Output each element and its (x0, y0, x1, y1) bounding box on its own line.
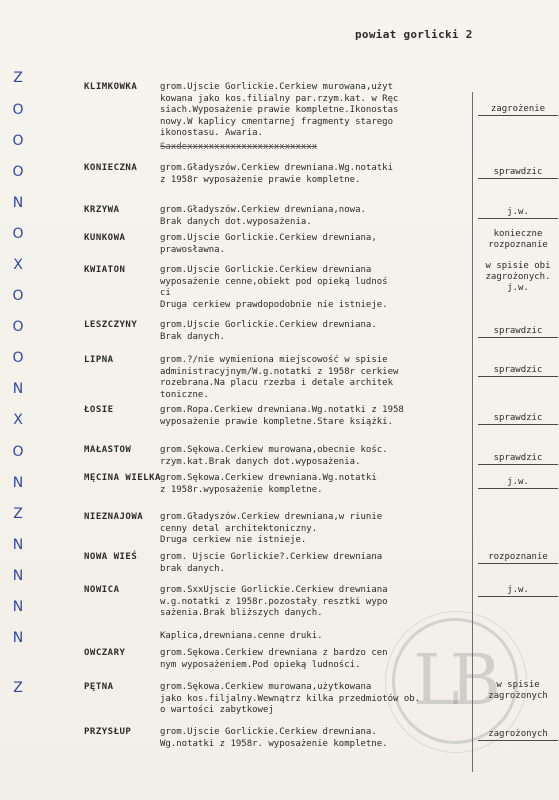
village-name: MAŁASTOW (84, 445, 132, 455)
struck-line: Saxdexxxxxxxxxxxxxxxxxxxxxxxx (160, 141, 318, 152)
entry-description (160, 552, 475, 575)
description-line: w.g.notatki z 1958r.pozostały resztki wypo (160, 596, 388, 607)
list-item (0, 163, 559, 185)
status-note: sprawdzic (478, 365, 558, 377)
description-line: grom.Ujscie Gorlickie.Cerkiew murowana,użyt (160, 82, 393, 92)
list-item (0, 205, 559, 227)
description-line: rzym.kat.Brak danych dot.wyposażenia. (160, 456, 361, 467)
description-line: z 1958r wyposażenie prawie kompletne. (160, 174, 361, 185)
status-note: j.w. (478, 585, 558, 597)
margin-mark: Z (13, 680, 23, 696)
margin-mark: N (12, 630, 24, 646)
status-note: j.w. (478, 477, 558, 489)
description-line: z 1958r.wyposażenie kompletne. (160, 484, 323, 495)
description-line: o wartości zabytkowej (160, 705, 274, 715)
status-note: zagrożenie (478, 104, 558, 116)
status-note: j.w. (478, 207, 558, 219)
description-line: grom.SxxUjscie Gorlickie.Cerkiew drewniana (160, 585, 388, 595)
entry-description (160, 82, 475, 153)
entry-description (160, 445, 475, 468)
status-note: sprawdzic (478, 167, 558, 179)
margin-mark: O (12, 288, 24, 304)
description-line: siach.Wyposażenie prawie kompletne.Ikonostas (160, 105, 399, 115)
village-name: ŁOSIE (84, 405, 114, 415)
village-name: MĘCINA WIELKA (84, 473, 161, 483)
status-note: konieczne rozpoznanie (488, 229, 548, 250)
description-line: prawosławna. (160, 244, 226, 255)
description-line: ikonostasu. Awaria. (160, 128, 263, 138)
margin-mark: N (12, 537, 24, 553)
description-line: grom.Gładyszów.Cerkiew drewniana,nowa. (160, 205, 366, 215)
entry-description (160, 265, 475, 311)
village-name: NIEZNAJOWA (84, 512, 144, 522)
margin-mark: N (12, 195, 24, 211)
entry-description (160, 320, 475, 343)
margin-mark: N (12, 381, 24, 397)
description-line: Brak danych. (160, 331, 226, 342)
list-item (0, 229, 559, 255)
description-line: wyposażenie cenne,obiekt pod opieką ludnoś (160, 276, 388, 287)
list-item (0, 82, 559, 152)
village-name: PĘTNA (84, 682, 114, 692)
description-line: grom.Ujscie Gorlickie.Cerkiew drewniana. (160, 727, 377, 737)
village-name: KRZYWA (84, 205, 120, 215)
margin-mark: O (12, 319, 24, 335)
village-name: PRZYSŁUP (84, 727, 132, 737)
description-line: grom.Sękowa.Cerkiew drewniana.Wg.notatki (160, 473, 377, 483)
description-line: ci (160, 288, 171, 298)
status-note: sprawdzic (478, 326, 558, 338)
village-name: LIPNA (84, 355, 114, 365)
description-line: Wg.notatki z 1958r. wyposażenie kompletne. (160, 738, 388, 749)
margin-mark: Z (13, 506, 23, 522)
description-line: wyposażenie prawie kompletne.Stare książki. (160, 416, 393, 427)
description-line: nowy.W kaplicy cmentarnej fragmenty starego (160, 116, 393, 127)
stamp-letters: LB (413, 639, 491, 721)
description-line: grom.Ropa.Cerkiew drewniana.Wg.notatki z 1958 (160, 405, 404, 415)
description-line: grom.?/nie wymieniona miejscowość w spisie (160, 355, 388, 365)
status-note: w spisie obi zagrożonych. j.w. (485, 261, 551, 293)
description-line: grom.Gładyszów.Cerkiew drewniana,w riunie (160, 512, 383, 522)
margin-mark: O (12, 226, 24, 242)
status-note: rozpoznanie (478, 552, 558, 564)
description-line: grom. Ujscie Gorlickie?.Cerkiew drewniana (160, 552, 383, 562)
description-line: grom.Sękowa.Cerkiew murowana,użytkowana (160, 682, 372, 692)
margin-mark: O (12, 164, 24, 180)
status-note: w spisie zagrożonych (488, 680, 548, 701)
village-name: KONIECZNA (84, 163, 138, 173)
description-line: nym wyposażeniem.Pod opieką ludności. (160, 659, 361, 670)
description-line: kowana jako kos.filialny par.rzym.kat. w Ręc (160, 93, 399, 104)
description-line: toniczne. (160, 389, 209, 400)
description-line: grom.Ujscie Gorlickie.Cerkiew drewniana. (160, 320, 377, 330)
description-line: grom.Sękowa.Cerkiew drewniana z bardzo cen (160, 648, 388, 658)
status-note: zagrożonych (478, 729, 558, 741)
description-line: brak danych. (160, 563, 226, 574)
description-line: administracyjnym/W.g.notatki z 1958r cerkiew (160, 366, 399, 377)
description-line: grom.Ujscie Gorlickie.Cerkiew drewniana (160, 265, 372, 275)
village-name: NOWICA (84, 585, 120, 595)
description-line: jako kos.filjalny.Wewnątrz kilka przedmiotów ob. (160, 693, 421, 704)
description-line: Brak danych dot.wyposażenia. (160, 216, 312, 227)
list-item (0, 585, 559, 641)
list-item (0, 405, 559, 427)
margin-mark: X (13, 257, 23, 273)
entry-description (160, 233, 475, 256)
entry-description (160, 205, 475, 228)
village-name: KWIATON (84, 265, 126, 275)
description-line: rozebrana.Na placu rzezba i detale architek (160, 378, 393, 388)
list-item (0, 261, 559, 310)
description-line: sażenia.Brak bliższych danych. (160, 608, 323, 618)
description-line: Druga cerkiew nie istnieje. (160, 535, 307, 545)
ownership-stamp (392, 618, 518, 744)
margin-mark: O (12, 133, 24, 149)
description-line: Kaplica,drewniana.cenne druki. (160, 630, 323, 641)
entry-description (160, 163, 475, 186)
village-name: NOWA WIEŚ (84, 552, 138, 562)
margin-mark: Z (13, 70, 23, 86)
description-line: cenny detal architektoniczny. (160, 523, 318, 534)
margin-mark: N (12, 568, 24, 584)
margin-mark: N (12, 599, 24, 615)
list-item (0, 445, 559, 467)
list-item (0, 512, 559, 545)
village-name: OWCZARY (84, 648, 126, 658)
status-note: sprawdzic (478, 453, 558, 465)
village-name: KUNKOWA (84, 233, 126, 243)
description-line: grom.Sękowa.Cerkiew murowana,obecnie kośc. (160, 445, 388, 455)
status-note: sprawdzic (478, 413, 558, 425)
margin-mark: O (12, 102, 24, 118)
page-header: powiat gorlicki 2 (355, 28, 473, 41)
margin-mark: X (13, 412, 23, 428)
list-item (0, 355, 559, 400)
list-item (0, 552, 559, 574)
list-item (0, 473, 559, 495)
entry-description (160, 405, 475, 428)
entry-description (160, 473, 475, 496)
list-item (0, 320, 559, 342)
entry-description (160, 512, 475, 547)
description-line: grom.Gładyszów.Cerkiew drewniana.Wg.notatki (160, 163, 393, 173)
margin-mark: O (12, 444, 24, 460)
description-line: Druga cerkiew prawdopodobnie nie istnieje. (160, 299, 388, 310)
village-name: KLIMKOWKA (84, 82, 138, 92)
margin-mark: O (12, 350, 24, 366)
description-line: grom.Ujscie Gorlickie.Cerkiew drewniana, (160, 233, 377, 243)
village-name: LESZCZYNY (84, 320, 138, 330)
entry-description (160, 355, 475, 401)
margin-mark: N (12, 475, 24, 491)
